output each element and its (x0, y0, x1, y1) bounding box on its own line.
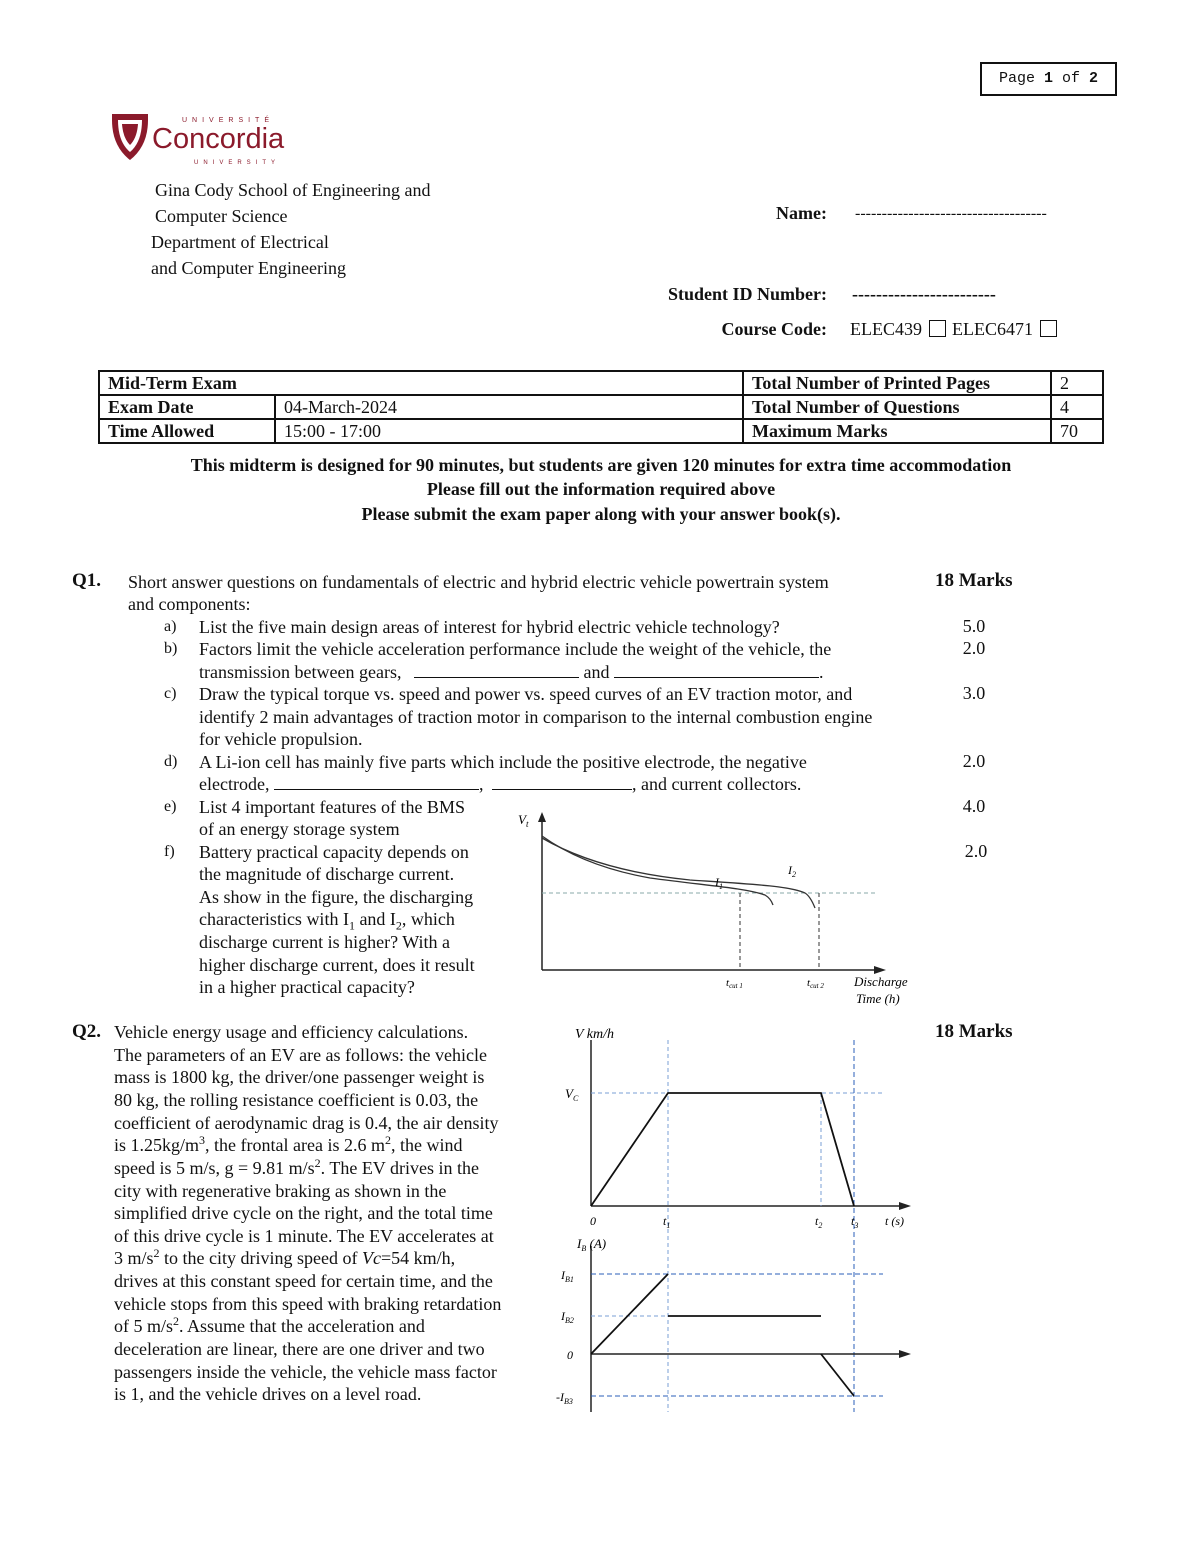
logo-name: Concordia (152, 123, 285, 155)
q2-line-6a: is 1.25kg/m (114, 1135, 200, 1155)
q2-line-14 (114, 1315, 425, 1338)
q2-line-1: Vehicle energy usage and efficiency calculations. (114, 1022, 469, 1042)
time-axis-label: t (s) (885, 1214, 904, 1228)
q1-intro-line-2: and components: (128, 594, 251, 614)
current-accel-segment (591, 1274, 668, 1354)
course-code-options (850, 319, 1059, 340)
school-line-4: and Computer Engineering (151, 258, 346, 278)
t1-label: $t_1$ (663, 1214, 671, 1230)
exam-info-table (98, 370, 1104, 444)
q2-number: Q2. (72, 1021, 102, 1042)
q1b-and: and (583, 662, 610, 682)
q1f-text-1: Battery practical capacity depends on (199, 842, 469, 862)
school-line-3: Department of Electrical (151, 232, 329, 252)
logo-top-word: UNIVERSITÉ (182, 117, 275, 124)
page-total: 2 (1089, 70, 1099, 87)
course-option-elec6471: ELEC6471 (952, 319, 1033, 339)
time-allowed-label: Time Allowed (99, 419, 275, 443)
page-of: of (1062, 70, 1081, 87)
max-marks-value: 70 (1051, 419, 1103, 443)
q1b-blank-2[interactable] (614, 663, 819, 678)
curve-i1-label: $I_1$ (715, 875, 723, 891)
q2-line-7b: . The EV drives in the (320, 1158, 479, 1178)
q2-line-7a: speed is 5 m/s, g = 9.81 m/s (114, 1158, 315, 1178)
q1b-end: . (818, 662, 824, 682)
q2-line-3: mass is 1800 kg, the driver/one passenger weight is (114, 1067, 485, 1087)
q2-line-9: simplified drive cycle on the right, and the total time (114, 1203, 493, 1223)
speed-x-arrow (899, 1202, 911, 1210)
table-row (99, 371, 1103, 395)
page-label: Page (998, 70, 1035, 87)
discharge-curve-figure (510, 808, 930, 1013)
q1b-marks: 2.0 (962, 638, 986, 658)
x-axis-label-1: Discharge (854, 974, 908, 989)
exam-date-value: 04-March-2024 (275, 395, 743, 419)
q1a-marks: 5.0 (962, 616, 986, 636)
ib3-label: $-I_{B3}$ (556, 1390, 573, 1406)
q1f-text-5: discharge current is higher? With a (199, 932, 451, 952)
logo-bottom-word: UNIVERSITY (194, 160, 281, 166)
table-row (99, 395, 1103, 419)
q1f-text-4b: and I (354, 909, 396, 929)
course-checkbox-elec439[interactable] (929, 320, 946, 337)
q2-line-10: of this drive cycle is 1 minute. The EV accelerates at (114, 1226, 494, 1246)
q2-line-6c: , the wind (390, 1135, 463, 1155)
q1f-text-2: the magnitude of discharge current. (199, 864, 455, 884)
current-x-arrow (899, 1350, 911, 1358)
q1b-text-1: Factors limit the vehicle acceleration performance include the weight of the vehicle, the (199, 639, 832, 659)
student-id-field[interactable]: ------------------------ (852, 284, 996, 304)
q1f-sub-2: 2 (395, 918, 402, 933)
q1d-line-2 (199, 773, 801, 796)
curve-i2 (542, 838, 815, 908)
q1c-letter: c) (164, 685, 177, 702)
q2-line-5: coefficient of aerodynamic drag is 0.4, the air density (114, 1113, 499, 1133)
q2-sup-5: 2 (173, 1314, 180, 1328)
q2-line-11 (114, 1247, 455, 1270)
name-label: Name: (776, 203, 827, 223)
q2-line-16: passengers inside the vehicle, the vehicle mass factor (114, 1362, 497, 1382)
vc-label: $V_C$ (565, 1086, 579, 1103)
course-option-elec439: ELEC439 (850, 319, 922, 339)
q1e-text-1: List 4 important features of the BMS (199, 797, 465, 817)
time-allowed-value: 15:00 - 17:00 (275, 419, 743, 443)
drive-cycle-figure (545, 1020, 930, 1420)
q1d-blank-1[interactable] (274, 775, 479, 790)
zero-current-label: 0 (567, 1348, 573, 1362)
curve-i1 (542, 836, 773, 905)
q2-line-17: is 1, and the vehicle drives on a level road. (114, 1384, 422, 1404)
concordia-logo (108, 112, 328, 168)
y-axis-label: $V_t$ (518, 812, 529, 829)
x-axis-arrow (874, 966, 886, 974)
printed-pages-value: 2 (1051, 371, 1103, 395)
origin-label: 0 (590, 1214, 596, 1228)
q1f-text-4c: , which (401, 909, 455, 929)
q2-line-6 (114, 1134, 462, 1157)
q2-line-15: deceleration are linear, there are one driver and two (114, 1339, 485, 1359)
school-line-1: Gina Cody School of Engineering and (155, 180, 431, 200)
current-regen-segment (821, 1354, 854, 1396)
printed-pages-label: Total Number of Printed Pages (743, 371, 1051, 395)
page-number-badge (980, 62, 1117, 96)
q1f-text-3: As show in the figure, the discharging (199, 887, 474, 907)
q2-line-11b: to the city driving speed of (159, 1248, 362, 1268)
q1-marks: 18 Marks (935, 570, 1013, 591)
q1e-text-2: of an energy storage system (199, 819, 400, 839)
t3-label: $t_3$ (851, 1214, 859, 1230)
q2-sup-2: 2 (384, 1133, 391, 1147)
q1d-letter: d) (164, 753, 178, 770)
q2-line-14a: of 5 m/s (114, 1316, 174, 1336)
q1d-blank-2[interactable] (492, 775, 632, 790)
q1a-text: List the five main design areas of interest for hybrid electric vehicle technology? (199, 617, 780, 637)
course-code-label: Course Code: (721, 319, 827, 339)
q2-line-8: city with regenerative braking as shown in the (114, 1181, 447, 1201)
q1d-text-2: electrode, (199, 774, 270, 794)
questions-value: 4 (1051, 395, 1103, 419)
q1e-letter: e) (164, 798, 177, 815)
q2-line-4: 80 kg, the rolling resistance coefficient is 0.03, the (114, 1090, 479, 1110)
y-axis-arrow (538, 812, 546, 822)
q2-line-7 (114, 1157, 479, 1180)
q2-line-6b: , the frontal area is 2.6 m (205, 1135, 385, 1155)
q1f-sub-1: 1 (348, 918, 355, 933)
questions-label: Total Number of Questions (743, 395, 1051, 419)
q1c-text-2: identify 2 main advantages of traction motor in comparison to the internal combustion engine (199, 707, 873, 727)
q2-sup-1: 3 (199, 1133, 206, 1147)
q1c-marks: 3.0 (962, 683, 986, 703)
q1d-marks: 2.0 (962, 751, 986, 771)
q2-line-2: The parameters of an EV are as follows: the vehicle (114, 1045, 488, 1065)
q1e-marks: 4.0 (962, 796, 986, 816)
student-id-label: Student ID Number: (667, 284, 827, 304)
q1c-text-3: for vehicle propulsion. (199, 729, 363, 749)
q2-marks: 18 Marks (935, 1021, 1013, 1042)
q2-line-11a: 3 m/s (114, 1248, 154, 1268)
q1d-comma: , (478, 774, 484, 794)
q1c-text-1: Draw the typical torque vs. speed and power vs. speed curves of an EV traction motor, and (199, 684, 853, 704)
note-line-1: This midterm is designed for 90 minutes, but students are given 120 minutes for extra time accommodation (190, 455, 1012, 475)
cutoff-2-tick: tcut 2 (807, 977, 824, 990)
q2-line-11c: =54 km/h, (380, 1248, 456, 1268)
q1f-text-6: higher discharge current, does it result (199, 955, 475, 975)
t2-label: $t_2$ (815, 1214, 823, 1230)
q1f-text-4a: characteristics with I (199, 909, 349, 929)
ib2-label: $I_{B2}$ (561, 1309, 574, 1325)
max-marks-label: Maximum Marks (743, 419, 1051, 443)
ib1-label: $I_{B1}$ (561, 1268, 574, 1284)
course-checkbox-elec6471[interactable] (1040, 320, 1057, 337)
q1f-letter: f) (164, 843, 175, 860)
q2-sup-3: 2 (314, 1156, 321, 1170)
q2-line-13: vehicle stops from this speed with braking retardation (114, 1294, 502, 1314)
school-line-2: Computer Science (155, 206, 288, 226)
curve-i2-label: $I_2$ (788, 863, 796, 879)
q1b-text-2: transmission between gears, (199, 662, 402, 682)
cutoff-1-tick: tcut 1 (726, 977, 743, 990)
q2-line-14b: . Assume that the acceleration and (179, 1316, 425, 1336)
exam-date-label: Exam Date (99, 395, 275, 419)
q2-line-12: drives at this constant speed for certain time, and the (114, 1271, 493, 1291)
name-field[interactable]: ------------------------------------ (855, 205, 1047, 222)
table-row (99, 419, 1103, 443)
speed-y-label: V km/h (575, 1027, 615, 1042)
q1f-text-7: in a higher practical capacity? (199, 977, 415, 997)
x-axis-label-2: Time (h) (856, 991, 900, 1006)
q1-number: Q1. (72, 570, 102, 591)
q1a-letter: a) (164, 618, 177, 635)
q1d-text-1: A Li-ion cell has mainly five parts which include the positive electrode, the negative (199, 752, 807, 772)
speed-profile (591, 1093, 854, 1206)
q2-line-11-vc: Vc (361, 1248, 381, 1268)
q1b-line-2 (199, 661, 823, 684)
q1d-text-3: , and current collectors. (631, 774, 802, 794)
q1b-letter: b) (164, 640, 178, 657)
q1b-blank-1[interactable] (414, 663, 579, 678)
q1f-text-4 (199, 908, 455, 931)
q1-intro-line-1: Short answer questions on fundamentals of electric and hybrid electric vehicle powertrain system (128, 572, 829, 592)
page-current: 1 (1043, 70, 1053, 87)
note-line-3: Please submit the exam paper along with your answer book(s). (361, 504, 841, 524)
q2-sup-4: 2 (153, 1246, 160, 1260)
note-line-2: Please fill out the information required above (426, 479, 776, 499)
q1f-marks: 2.0 (964, 841, 988, 861)
current-y-label: $I_B$ (A) (577, 1236, 607, 1253)
exam-type-cell: Mid-Term Exam (99, 371, 743, 395)
